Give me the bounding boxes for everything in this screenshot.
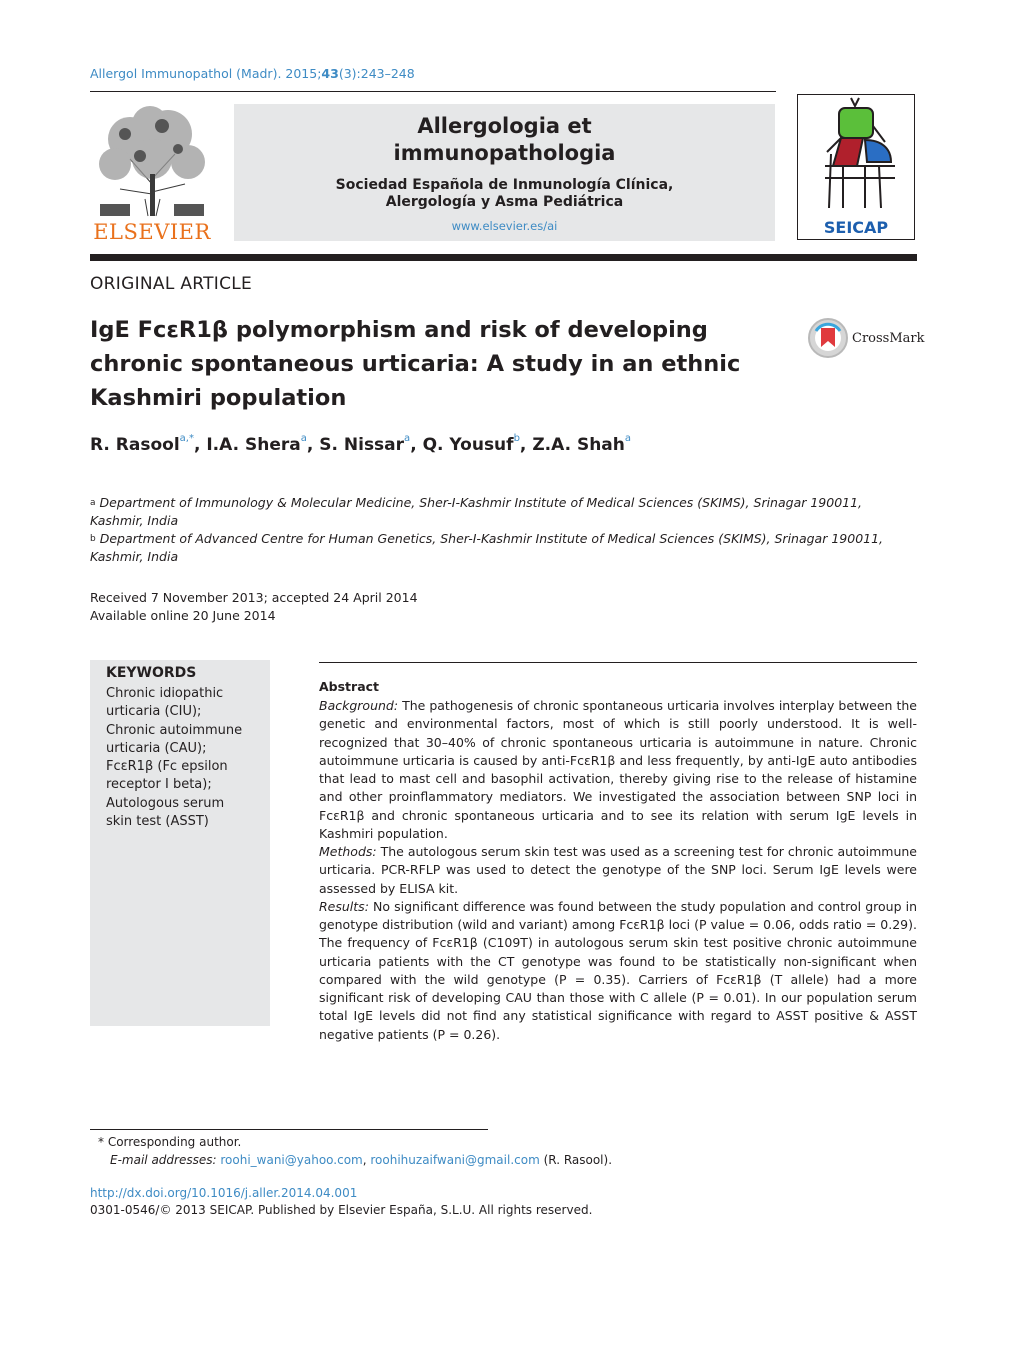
author-name[interactable]: R. Rasool — [90, 435, 180, 455]
keyword-line: Chronic autoimmune — [106, 722, 243, 738]
copyright-notice: 0301-0546/© 2013 SEICAP. Published by Elsevier España, S.L.U. All rights reserved. — [90, 1203, 593, 1217]
article-title — [90, 313, 780, 415]
elsevier-wordmark: ELSEVIER — [93, 220, 211, 244]
received-date: Received 7 November 2013; accepted 24 April 2014 — [90, 590, 418, 605]
email-separator: , — [362, 1153, 371, 1167]
citation-pages: (3):243–248 — [338, 66, 415, 81]
affiliation-text: Kashmir, India — [90, 513, 179, 528]
author-name[interactable]: Q. Yousuf — [422, 435, 514, 455]
journal-citation[interactable] — [90, 66, 415, 81]
author-affiliation-mark[interactable]: a — [624, 433, 632, 444]
email-link[interactable]: roohi_wani@yahoo.com — [220, 1153, 363, 1167]
abstract-body — [319, 697, 917, 1044]
seicap-figure-icon — [807, 96, 905, 214]
section-label: Methods: — [319, 844, 377, 859]
affiliation-text: Department of Advanced Centre for Human Genetics, Sher-I-Kashmir Institute of Medical Sciences (SKIMS), Srinagar 190011, — [99, 531, 884, 546]
keyword-line: urticaria (CAU); — [106, 740, 207, 756]
keyword-line: Chronic idiopathic — [106, 686, 224, 701]
keywords-list — [106, 685, 266, 831]
crossmark-label[interactable]: CrossMark — [852, 331, 925, 346]
abstract-heading: Abstract — [319, 679, 380, 694]
seicap-wordmark: SEICAP — [823, 218, 889, 237]
author-affiliation-mark[interactable]: b — [513, 433, 520, 444]
article-title-line: Kashmiri population — [90, 385, 347, 411]
society-line: Sociedad Española de Inmunología Clínica, — [335, 177, 674, 193]
affiliation-a — [90, 494, 920, 530]
article-dates — [90, 589, 418, 625]
author-affiliation-mark[interactable]: a — [404, 433, 411, 444]
email-owner: (R. Rasool). — [539, 1153, 613, 1167]
online-date: Available online 20 June 2014 — [90, 608, 276, 623]
corresponding-footnote — [98, 1133, 612, 1169]
keyword-line: Autologous serum — [106, 795, 225, 811]
author-name[interactable]: I.A. Shera — [206, 435, 301, 455]
author-list — [90, 435, 631, 455]
affiliation-text: Kashmir, India — [90, 549, 179, 564]
header-rule — [90, 91, 776, 92]
section-label: Results: — [319, 898, 369, 914]
article-title-line: IgE FcεR1β polymorphism and risk of developing — [90, 317, 708, 343]
section-label: Background: — [319, 698, 399, 713]
citation-prefix: Allergol Immunopathol (Madr). 2015; — [90, 66, 322, 81]
section-text: The pathogenesis of chronic spontaneous urticaria involves interplay between the genetic and environmental factors, most of which is still poorly understood. It is well-recognized that 30–40% of chronic spontaneous urticaria is autoimmune in nature. Chronic autoimmune urticaria is caused by anti-FcεR1β and less frequently, by anti-IgE auto antibodies that lead to mast cell and basophil activation, thereby giving rise to the release of histamine and other proinflammatory mediators. We investigated the association between SNP loci in FcεR1β and chronic spontaneous urticaria and to see its relation with serum IgE levels in Kashmiri population. — [319, 698, 917, 841]
author-separator: , — [193, 435, 207, 455]
email-link[interactable]: roohihuzaifwani@gmail.com — [370, 1153, 540, 1167]
article-type: ORIGINAL ARTICLE — [90, 274, 253, 294]
citation-volume: 43 — [321, 66, 339, 81]
corresponding-author-note: * Corresponding author. — [98, 1135, 242, 1149]
author-separator: , — [306, 435, 320, 455]
abstract-background — [319, 697, 917, 843]
journal-title-line: Allergologia et — [417, 114, 592, 138]
abstract-methods — [319, 843, 917, 898]
article-title-line: chronic spontaneous urticaria: A study in an ethnic — [90, 351, 741, 377]
email-label: E-mail addresses: — [110, 1153, 217, 1167]
journal-title — [234, 113, 775, 167]
society-line: Alergología y Asma Pediátrica — [385, 194, 624, 210]
footnote-rule — [90, 1129, 488, 1130]
affiliation-mark: a — [90, 498, 96, 508]
affiliation-mark: b — [90, 534, 96, 544]
section-text: The autologous serum skin test was used as a screening test for chronic autoimmune urticaria. PCR-RFLP was used to detect the genotype of the SNP loci. Serum IgE levels were assessed by ELISA kit. — [319, 844, 917, 896]
keywords-heading: KEYWORDS — [106, 665, 197, 681]
keyword-line: FcεR1β (Fc epsilon — [106, 759, 228, 775]
keyword-line: urticaria (CIU); — [106, 704, 202, 720]
abstract-rule — [319, 662, 917, 663]
author-affiliation-mark[interactable]: a,* — [179, 433, 194, 444]
crossmark-icon[interactable] — [807, 317, 849, 359]
section-text: No significant difference was found between the study population and control group in genotype distribution (wild and variant) among FcεR1β loci (P value = 0.06, odds ratio = 0.29). The frequency of FcεR1β (C109T) in autologous serum skin test positive chronic autoimmune urticaria patients with the CT genotype was found to be statistically non-significant when compared with the wild genotype (P = 0.35). Carriers of FcεR1β (T allele) had a more significant risk of developing CAU than those with C allele (P = 0.01). In our population serum total IgE levels did not find any statistical significance with regard to ASST positive & ASST negative patients (P = 0.26). — [319, 898, 917, 1042]
author-separator: , — [519, 435, 533, 455]
author-name[interactable]: Z.A. Shah — [532, 435, 625, 455]
journal-title-line: immunopathologia — [393, 141, 616, 165]
keyword-line: skin test (ASST) — [106, 814, 209, 830]
keyword-line: receptor I beta); — [106, 777, 212, 793]
author-separator: , — [410, 435, 423, 455]
author-affiliation-mark[interactable]: a — [300, 433, 307, 444]
journal-url-link[interactable]: www.elsevier.es/ai — [451, 219, 558, 233]
doi-link[interactable]: http://dx.doi.org/10.1016/j.aller.2014.04.001 — [90, 1186, 358, 1200]
affiliation-text: Department of Immunology & Molecular Medicine, Sher-I-Kashmir Institute of Medical Sciences (SKIMS), Srinagar 190011, — [99, 495, 863, 510]
abstract-results — [319, 898, 917, 1044]
author-name[interactable]: S. Nissar — [319, 435, 405, 455]
section-rule — [90, 254, 917, 261]
journal-society — [234, 177, 775, 211]
affiliation-b — [90, 530, 920, 566]
